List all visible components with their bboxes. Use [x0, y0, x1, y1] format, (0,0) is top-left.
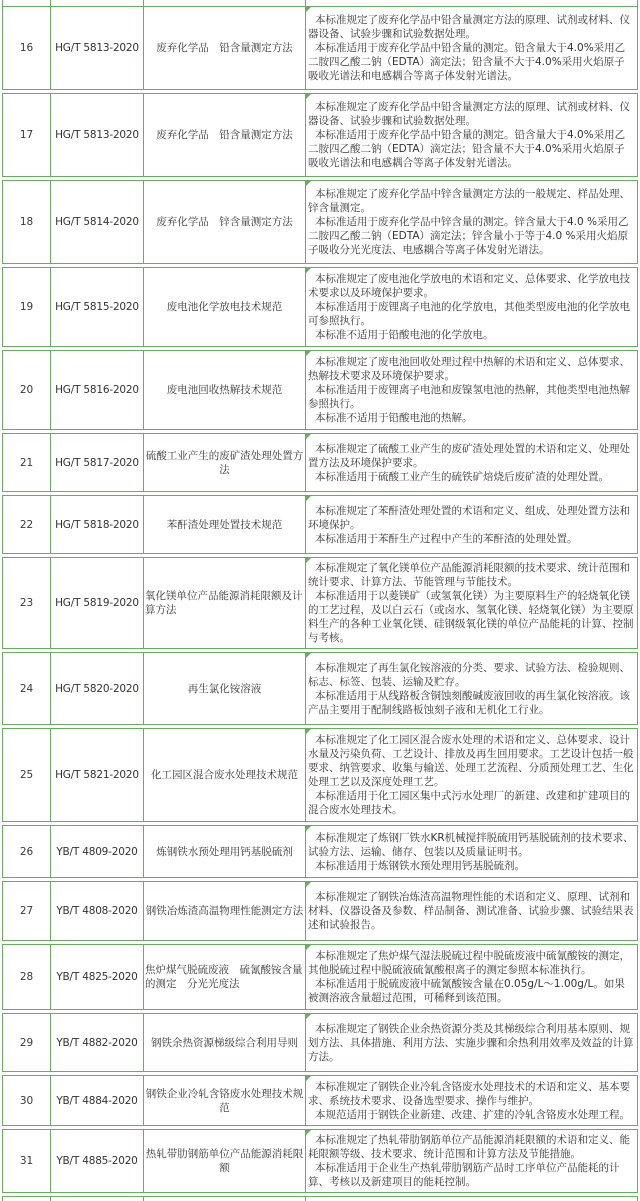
row-name-cell: 苯酐渣处理处置技术规范 [144, 496, 306, 553]
row-name-cell: 硫酸工业产生的废矿渣处理处置方法 [144, 434, 306, 491]
top-partial-row [2, 0, 638, 6]
table-row [2, 180, 638, 264]
column-divider [144, 1197, 306, 1201]
row-code-cell: HG/T 5821-2020 [51, 729, 144, 821]
excel-corner-flag-icon [306, 496, 311, 501]
row-description-cell [306, 1014, 637, 1071]
table-body [2, 6, 638, 1193]
row-description-cell [306, 558, 637, 648]
description-paragraph: 本标准不适用于铅酸电池的化学放电。 [315, 329, 494, 341]
description-paragraph: 本标准适用于炼钢铁水预处理用钙基脱硫剂。 [315, 859, 525, 872]
column-divider [306, 0, 637, 6]
table-row [2, 1129, 638, 1193]
row-name-cell: 热轧带肋钢筋单位产品能源消耗限额 [144, 1130, 306, 1192]
description-paragraph: 本标准适用于废锂离子电池的化学放电，其他类型废电池的化学放电可参照执行。 [308, 301, 630, 327]
row-description-cell [306, 434, 637, 491]
excel-corner-flag-icon [306, 653, 311, 658]
row-name-cell: 废弃化学品 锌含量测定方法 [144, 181, 306, 263]
row-seq-cell: 17 [3, 94, 51, 176]
excel-corner-flag-icon [306, 94, 311, 99]
standards-table [2, 0, 638, 1201]
excel-corner-flag-icon [306, 1076, 311, 1081]
row-name-cell: 钢铁余热资源梯级综合利用导则 [144, 1014, 306, 1071]
table-row [2, 93, 638, 177]
row-description-cell [306, 94, 637, 176]
row-code-cell: HG/T 5813-2020 [51, 94, 144, 176]
column-divider [3, 1197, 51, 1201]
description-paragraph: 本标准适用于废弃化学品中铅含量的测定。铅含量大于4.0%采用乙二胺四乙酸二钠（EDTA）滴定法；铅含量不大于4.0%采用火焰原子吸收光谱法和电感耦合等离子体发射光谱法。 [308, 129, 626, 169]
row-name-cell: 炼钢铁水预处理用钙基脱硫剂 [144, 826, 306, 877]
row-name-cell: 再生氯化铵溶液 [144, 653, 306, 724]
description-paragraph: 本标准适用于苯酐生产过程中产生的苯酐渣的处理处置。 [315, 532, 578, 545]
excel-corner-flag-icon [306, 826, 311, 831]
row-name-cell: 废弃化学品 铅含量测定方法 [144, 94, 306, 176]
row-seq-cell: 27 [3, 882, 51, 940]
excel-corner-flag-icon [306, 558, 311, 563]
table-row [2, 6, 638, 90]
table-row [2, 557, 638, 649]
row-seq-cell: 23 [3, 558, 51, 648]
row-seq-cell: 22 [3, 496, 51, 553]
description-paragraph: 本标准规定了苯酐渣处理处置的术语和定义、组成、处理处置方法和环境保护。 [308, 504, 630, 531]
row-description-cell [306, 729, 637, 821]
row-code-cell: HG/T 5816-2020 [51, 351, 144, 429]
excel-corner-flag-icon [306, 945, 311, 950]
description-paragraph: 本标准规定了硫酸工业产生的废矿渣处理处置的术语和定义、处理处置方法及环境保护要求。 [308, 442, 630, 469]
description-paragraph: 本标准适用于以菱镁矿（或氢氧化镁）为主要原料生产的轻烧氧化镁的工艺过程，及以白云石（或卤水、氢氧化镁、轻烧氧化镁）为主要原料生产的各种工业氧化镁、硅钢级氧化镁的单位产品能耗的计算、控制与考核。 [308, 590, 634, 644]
row-code-cell: HG/T 5814-2020 [51, 181, 144, 263]
bottom-partial-row [2, 1196, 638, 1201]
row-code-cell: HG/T 5820-2020 [51, 653, 144, 724]
row-code-cell: HG/T 5819-2020 [51, 558, 144, 648]
excel-corner-flag-icon [306, 268, 311, 273]
description-paragraph: 本标准规定了废电池化学放电的术语和定义、总体要求、化学放电技术要求以及环境保护要求。 [308, 273, 630, 299]
table-row [2, 350, 638, 430]
table-row [2, 652, 638, 725]
description-paragraph: 本标准适用于废弃化学品中铅含量的测定。铅含量大于4.0%采用乙二胺四乙酸二钠（EDTA）滴定法；铅含量不大于4.0%采用火焰原子吸收光谱法和电感耦合等离子体发射光谱法。 [308, 42, 626, 82]
excel-corner-flag-icon [306, 351, 311, 356]
excel-corner-flag-icon [306, 882, 311, 887]
row-seq-cell: 19 [3, 268, 51, 346]
description-paragraph: 本标准规定了废弃化学品中铅含量测定方法的原理、试剂或材料、仪器设备、试验步骤和试验数据处理。 [308, 14, 630, 40]
table-row [2, 267, 638, 347]
row-code-cell: HG/T 5813-2020 [51, 7, 144, 89]
row-seq-cell: 26 [3, 826, 51, 877]
row-description-cell [306, 496, 637, 553]
table-row [2, 1075, 638, 1126]
description-paragraph: 本标准规定了废弃化学品中铅含量测定方法的原理、试剂或材料、仪器设备、试验步骤和试验数据处理。 [308, 101, 630, 127]
row-name-cell: 废电池化学放电技术规范 [144, 268, 306, 346]
row-name-cell: 氧化镁单位产品能源消耗限额及计算方法 [144, 558, 306, 648]
description-paragraph: 本标准适用于从线路板含铜蚀刻酸碱废液回收的再生氯化铵溶液。该产品主要用于配制线路板蚀刻子液和无机化工行业。 [308, 689, 630, 716]
column-divider [51, 1197, 144, 1201]
table-row [2, 728, 638, 822]
row-name-cell: 钢铁企业冷轧含铬废水处理技术规范 [144, 1076, 306, 1125]
description-paragraph: 本标准规定了炼钢厂铁水KR机械搅拌脱硫用钙基脱硫剂的技术要求、试验方法、运输、储存、包装以及质量证明书。 [308, 831, 634, 858]
row-description-cell [306, 1130, 637, 1192]
description-paragraph: 本标准规定了废弃化学品中锌含量测定方法的一般规定、样品处理、锌含量测定。 [308, 188, 630, 214]
description-paragraph: 本标准适用于企业生产热轧带肋钢筋产品时工序单位产品能耗的计算、考核以及新建项目的能耗控制。 [308, 1162, 620, 1188]
row-seq-cell: 31 [3, 1130, 51, 1192]
row-code-cell: YB/T 4809-2020 [51, 826, 144, 877]
description-paragraph: 本标准适用于脱硫废液中硫氰酸铵含量在0.05g/L～1.00g/L。如果被测溶液含量超过范围，可稀释到该范围。 [308, 978, 625, 1004]
row-seq-cell: 29 [3, 1014, 51, 1071]
row-seq-cell: 28 [3, 945, 51, 1009]
row-description-cell [306, 351, 637, 429]
table-row [2, 433, 638, 492]
table-row [2, 881, 638, 941]
row-code-cell: HG/T 5815-2020 [51, 268, 144, 346]
description-paragraph: 本标准规定了氧化镁单位产品能源消耗限额的技术要求、统计范围和统计要求、计算方法、节能管理与节能技术。 [308, 562, 630, 588]
row-seq-cell: 16 [3, 7, 51, 89]
row-description-cell [306, 653, 637, 724]
row-seq-cell: 30 [3, 1076, 51, 1125]
table-row [2, 825, 638, 878]
row-code-cell: YB/T 4884-2020 [51, 1076, 144, 1125]
description-paragraph: 本标准适用于硫酸工业产生的硫铁矿焙烧后废矿渣的处理处置。 [315, 470, 609, 483]
excel-corner-flag-icon [306, 1014, 311, 1019]
row-name-cell: 焦炉煤气脱硫废液 硫氰酸铵含量的测定 分光光度法 [144, 945, 306, 1009]
row-seq-cell: 21 [3, 434, 51, 491]
excel-corner-flag-icon [306, 1130, 311, 1135]
table-row [2, 1013, 638, 1072]
row-code-cell: YB/T 4808-2020 [51, 882, 144, 940]
table-row [2, 944, 638, 1010]
row-description-cell [306, 882, 637, 940]
excel-corner-flag-icon [306, 729, 311, 734]
description-paragraph: 本标准适用于废弃化学品中锌含量的测定。锌含量大于4.0 %采用乙二胺四乙酸二钠（EDTA）滴定法；锌含量小于等于4.0 %采用火焰原子吸收分光光度法、电感耦合等离子体发射光谱法。 [308, 216, 629, 256]
row-description-cell [306, 7, 637, 89]
row-code-cell: YB/T 4885-2020 [51, 1130, 144, 1192]
description-paragraph: 本标准适用于废锂离子电池和废镍氢电池的热解，其他类型电池热解参照执行。 [308, 384, 630, 410]
row-description-cell [306, 268, 637, 346]
row-code-cell: HG/T 5817-2020 [51, 434, 144, 491]
row-description-cell [306, 181, 637, 263]
row-seq-cell: 25 [3, 729, 51, 821]
description-paragraph: 本标准规定了化工园区混合废水处理的术语和定义、总体要求、设计水量及污染负荷、工艺设计、排放及再生回用要求。工艺设计包括一般要求、纳管要求、收集与输送、处理工艺流程、分质预处理工艺、生化处理工艺以及深度处理工艺。 [308, 734, 634, 788]
row-seq-cell: 18 [3, 181, 51, 263]
description-paragraph: 本标准不适用于铅酸电池的热解。 [315, 412, 473, 424]
excel-corner-flag-icon [306, 7, 311, 12]
description-paragraph: 本标准适用于化工园区集中式污水处理厂的新建、改建和扩建项目的混合废水处理技术。 [308, 790, 630, 816]
row-code-cell: YB/T 4825-2020 [51, 945, 144, 1009]
row-description-cell [306, 945, 637, 1009]
row-seq-cell: 24 [3, 653, 51, 724]
description-paragraph: 本标准规定了钢铁冶炼渣高温物理性能的术语和定义、原理、试剂和材料、仪器设备及参数、样品制备、测试准备、试验步骤、试验结果表述和试验报告。 [308, 891, 634, 931]
row-name-cell: 化工园区混合废水处理技术规范 [144, 729, 306, 821]
description-paragraph: 本标准规定了焦炉煤气湿法脱硫过程中脱硫废液中硫氰酸铵的测定，其他脱硫过程中脱硫液硫氰酸根离子的测定参照本标准执行。 [308, 950, 630, 976]
excel-corner-flag-icon [306, 434, 311, 439]
description-paragraph: 本标准规定了再生氯化铵溶液的分类、要求、试验方法、检验规则、标志、标签、包装、运输及贮存。 [308, 661, 630, 688]
row-seq-cell: 20 [3, 351, 51, 429]
row-code-cell: YB/T 4882-2020 [51, 1014, 144, 1071]
row-description-cell [306, 1076, 637, 1125]
column-divider [306, 1197, 637, 1201]
column-divider [3, 0, 51, 6]
row-description-cell [306, 826, 637, 877]
description-paragraph: 本标准规定了钢铁企业余热资源分类及其梯级综合利用基本原则、规划方法、具体措施、利用方法、实施步骤和余热利用效率及效益的计算方法。 [308, 1022, 634, 1063]
table-row [2, 495, 638, 554]
description-paragraph: 本规范适用于钢铁企业新建、改建、扩建的冷轧含铬废水处理工程。 [315, 1108, 630, 1121]
row-name-cell: 钢铁冶炼渣高温物理性能测定方法 [144, 882, 306, 940]
description-paragraph: 本标准规定了钢铁企业冷轧含铬废水处理技术的术语和定义、基本要求、系统技术要求、设备选型要求、操作与维护。 [308, 1080, 630, 1107]
description-paragraph: 本标准规定了热轧带肋钢筋单位产品能源消耗限额的术语和定义、能耗限额等级、技术要求、统计范围和计算方法及节能措施。 [308, 1134, 630, 1160]
row-code-cell: HG/T 5818-2020 [51, 496, 144, 553]
row-name-cell: 废弃化学品 铅含量测定方法 [144, 7, 306, 89]
column-divider [51, 0, 144, 6]
description-paragraph: 本标准规定了废电池回收处理过程中热解的术语和定义、总体要求、热解技术要求及环境保护要求。 [308, 356, 630, 382]
excel-corner-flag-icon [306, 181, 311, 186]
column-divider [144, 0, 306, 6]
row-name-cell: 废电池回收热解技术规范 [144, 351, 306, 429]
